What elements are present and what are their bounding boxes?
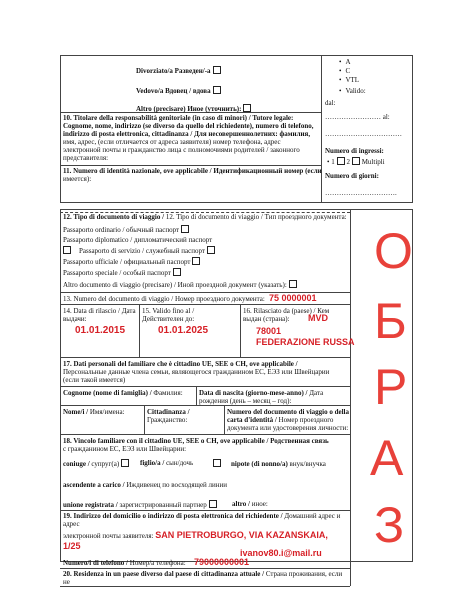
s10-title: 10. Titolare della responsabilità genitoriale (in caso di minori) / Tutore legale:: [63, 114, 294, 122]
s20-line1: 20. Residenza in un paese diverso dal paese di cittadinanza attuale / Страна проживания, если: [63, 570, 343, 578]
s14-label2: выдачи:: [63, 315, 87, 323]
s17-doc2: carta d'identità / Номер проездного: [227, 416, 334, 424]
s10-line5: электронной почты и гражданство лица с полномочиями родителей / законного: [63, 146, 300, 154]
s12-altro[interactable]: Altro documento di viaggio (precisare) / Иной проездной документ (указать):: [63, 280, 297, 289]
stamp-letter-2: Б: [374, 293, 407, 349]
s17-cit1: Cittadinanza /: [147, 408, 190, 416]
s12-servizio[interactable]: Passaporto di servizio / служебный паспорт: [63, 246, 215, 255]
s19-bottom-line: [60, 568, 350, 569]
s12-diplomatico[interactable]: Passaporto diplomatico / дипломатический паспорт: [63, 236, 213, 244]
s13-value: 75 0000001: [269, 293, 317, 303]
s18-title: 18. Vincolo familiare con il cittadino UE, SEE o CH, ove applicabile / Родственная связь: [63, 437, 329, 445]
widowed-checkbox[interactable]: [213, 86, 221, 94]
s15-divider: [240, 304, 241, 357]
stamp-letter-5: З: [374, 497, 405, 553]
s19-email: ivanov80.i@mail.ru: [240, 548, 322, 558]
s10-line4: имя, адрес, (если отличается от адреса заявителя) номер телефона, адрес: [63, 138, 281, 146]
s11-title: 11. Numero di identità nazionale, ove applicabile / Идентификационный номер (если: [63, 167, 322, 175]
s13-bottom-line: [60, 304, 350, 305]
bottom-divider-vertical: [350, 209, 351, 562]
s16-label1: 16. Rilasciato da (paese) / Кем: [243, 307, 330, 315]
s19-line3: электронной почты заявителя: SAN PIETROBURGO, VIA KAZANSKAIA,: [63, 530, 328, 540]
entries-options[interactable]: • 1 2 Multipli: [327, 158, 385, 166]
s18-bottom-line: [60, 510, 350, 511]
s17-subline-2: [60, 405, 350, 406]
servizio-checkbox[interactable]: [63, 246, 71, 254]
s17-col-divider-2: [144, 405, 145, 434]
visa-type-c: • C: [339, 67, 350, 75]
ufficiale-checkbox[interactable]: [192, 257, 200, 265]
s18-unione[interactable]: unione registrata / зарегистрированный партнер: [63, 500, 217, 509]
s17-doc1: Numero del documento di viaggio o della: [227, 408, 349, 416]
s11-line2: имеется):: [63, 175, 92, 183]
coniuge-checkbox[interactable]: [121, 459, 129, 467]
s16-bottom-line: [60, 357, 350, 358]
s15-label2: Действителен до:: [142, 315, 195, 323]
s18-line2: с гражданином ЕС, ЕЭЗ или Швейцарии:: [63, 445, 187, 453]
s17-surname: Cognome (nome di famiglia) / Фамилия:: [63, 389, 183, 397]
visa-valid: • Valido:: [339, 87, 366, 95]
valid-dal-dots: …………………… al:: [325, 113, 390, 121]
entries-1-checkbox[interactable]: [337, 157, 345, 165]
s17-col-divider-3: [224, 405, 225, 434]
marital-widowed[interactable]: Vedovo/a Вдовец / вдова: [136, 86, 221, 95]
s19-phone: 79000000001: [194, 557, 250, 567]
ordinario-checkbox[interactable]: [181, 225, 189, 233]
stamp-letter-1: О: [374, 223, 413, 279]
s14-label1: 14. Data di rilascio / Дата: [63, 307, 136, 315]
valid-dal: dal:: [325, 99, 336, 107]
top-divider-vertical: [321, 55, 322, 203]
unione-checkbox[interactable]: [209, 500, 217, 508]
s17-title: 17. Dati personali del familiare che è cittadino UE, SEE o CH, ove applicabile /: [63, 360, 298, 368]
s17-name: Nome/i / Имя/имена:: [63, 408, 125, 416]
s10-line6: представителя:: [63, 154, 109, 162]
s14-divider: [139, 304, 140, 357]
stamp-letter-3: Р: [374, 359, 408, 415]
s18-nipote[interactable]: nipote (di nonno/a) внук/внучка: [213, 459, 326, 468]
s19-phone-label: Numero/i di telefono / Номер/а телефона:: [63, 559, 186, 567]
s20-bottom-line: [60, 586, 350, 587]
s13-label: 13. Numero del documento di viaggio / Номер проездного документа:: [63, 295, 265, 303]
s20-line2: не: [63, 578, 70, 586]
s15-value: 01.01.2025: [158, 325, 209, 336]
s18-altro[interactable]: altro / иное:: [232, 500, 268, 508]
s18-coniuge[interactable]: coniuge / супруг(а): [63, 459, 129, 468]
s17-line3: (если такой имеется): [63, 376, 126, 384]
other-checkbox[interactable]: [243, 104, 251, 112]
stamp-letter-4: А: [370, 430, 404, 486]
entries-title: Numero di ingressi:: [325, 147, 384, 155]
days-title: Numero di giorni:: [325, 172, 379, 180]
s18-figlio[interactable]: figlio/a / сын/дочь: [140, 459, 194, 467]
marital-divorced[interactable]: Divorziato/a Разведен/-а: [136, 66, 221, 75]
s18-ascendente[interactable]: ascendente a carico / Иждивенец по восходящей линии: [63, 481, 228, 489]
s17-line2: Персональные данные члена семьи, являющегося гражданином ЕС, ЕЭЗ или Швейцарии: [63, 368, 330, 376]
s17-bottom-line: [60, 434, 350, 435]
s12-ordinario[interactable]: Passaporto ordinario / обычный паспорт: [63, 225, 189, 234]
s17-doc3: документа или удостоверения личности:: [227, 424, 349, 432]
s17-col-divider-1: [196, 386, 197, 405]
s17-birth1: Data di nascita (giorno-mese-anno) / Дата: [199, 389, 324, 397]
s16-value1: MVD: [308, 313, 328, 323]
days-dots: ………………………….: [325, 189, 397, 197]
s10-line2: Cognome, nome, indirizzo (se diverso da quello del richiedente), numero di telefono,: [63, 122, 314, 130]
entries-2-checkbox[interactable]: [352, 157, 360, 165]
altro-doc-checkbox[interactable]: [289, 280, 297, 288]
s16-value3: FEDERAZIONE RUSSA: [256, 337, 355, 347]
divorced-checkbox[interactable]: [213, 66, 221, 74]
speciale-checkbox[interactable]: [173, 268, 181, 276]
s17-subline-1: [60, 386, 350, 387]
s19-address2: 1/25: [63, 541, 81, 551]
nipote-checkbox[interactable]: [213, 459, 221, 467]
s10-line3: indirizzo di posta elettronica, cittadinanza / Для несовершеннолетних: фамилия,: [63, 130, 311, 138]
s20-right-line: [350, 562, 351, 586]
s12-title: 12. Tipo di documento di viaggio / 12. Tipo di documento di viaggio / Тип проездного документа:: [63, 213, 347, 221]
s12-ufficiale[interactable]: Passaporto ufficiale / официальный паспорт: [63, 257, 200, 266]
visa-type-vtl: • VTL: [339, 76, 359, 84]
visa-type-a: • A: [339, 58, 351, 66]
valid-al-dots: ……………………………: [325, 130, 402, 138]
s12-speciale[interactable]: Passaporto speciale / особый паспорт: [63, 268, 181, 277]
servizio-checkbox-2[interactable]: [207, 246, 215, 254]
s14-value: 01.01.2015: [75, 325, 126, 336]
top-divider-2: [60, 165, 321, 166]
s19-line2: адрес: [63, 520, 80, 528]
s15-label1: 15. Valido fino al /: [142, 307, 195, 315]
s16-value2: 78001: [256, 326, 282, 336]
s17-birth2: рождения (день – месяц – год):: [199, 397, 292, 405]
marital-other[interactable]: Altro (precisare) Иное (уточнить):: [136, 104, 251, 113]
s16-label2: выдан (страна):: [243, 315, 290, 323]
s19-title: 19. Indirizzo del domicilio o indirizzo di posta elettronica del richiedente / Домашний адрес и: [63, 512, 341, 520]
s17-cit2: Гражданство:: [147, 416, 188, 424]
